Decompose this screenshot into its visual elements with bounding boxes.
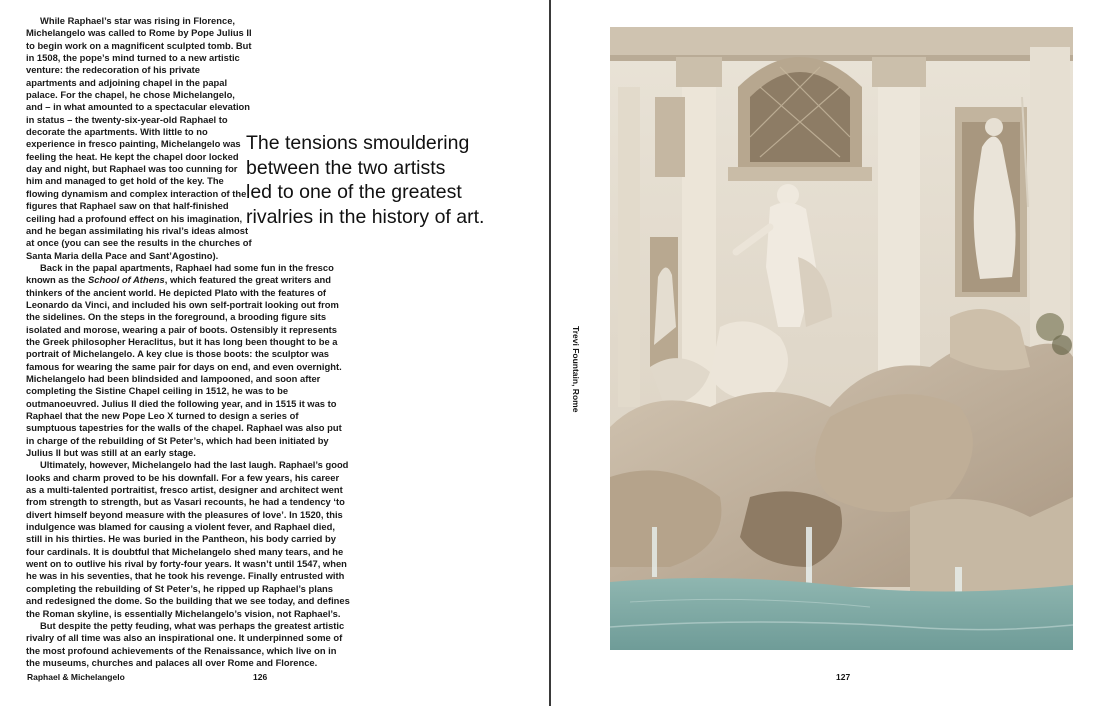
page-number-left: 126 bbox=[253, 672, 268, 682]
page-number-right: 127 bbox=[836, 672, 851, 682]
left-page bbox=[0, 0, 549, 706]
running-footer: Raphael & Michelangelo bbox=[27, 672, 125, 682]
paragraph-2-end: , which featured the great writers and thinkers of the ancient world. He depicted Plato with the features of Leonardo da Vinci, and included his own self-portrait looking out from the sidelines. On the steps in the foreground, a brooding figure sits isolated and morose, wearing a pair of boots. Ostensibly it represents the Greek philosopher Heraclitus, but it has long been thought to be a portrait of Michelangelo. A key clue is those boots: the sculptor was famous for wearing the same pair for days on end, and even overnight. Michelangelo had been blindsided and lampooned, and soon after completing the Sistine Chapel ceiling in 1512, he was to be outmanoeuvred. Julius II died the following year, and in 1515 it was to Raphael that the new Pope Leo X turned to design a series of sumptuous tapestries for the walls of the chapel. Raphael was also put in charge of the rebuilding of St Peter’s, which had been initiated by Julius II but was still at an early stage. bbox=[26, 274, 342, 459]
photo-caption: Trevi Fountain, Rome bbox=[571, 326, 581, 413]
trevi-fountain-illustration bbox=[610, 27, 1073, 650]
paragraph-1: While Raphael’s star was rising in Florence, Michelangelo was called to Rome by Pope Julius II to begin work on a magnificent sculpted tomb. But in 1508, the pope’s mind turned to a new artistic venture: the redecoration of his private apartments and adjoining chapel in the papal palace. For the chapel, he chose Michelangelo, and – in what amounted to a spectacular elevation in status – the twenty-six-year-old Raphael to decorate the apartments. With little to no experience in fresco painting, Michelangelo was feeling the heat. He kept the chapel door locked day and night, but Raphael was too cunning for him and managed to get hold of the key. The flowing dynamism and complex interaction of the figures that Raphael saw on that half-finished ceiling had a profound effect on his imagination, and he began assimilating his rival’s ideas almost at once (you can see the results in the churches of Santa Maria della Pace and Sant’Agostino). bbox=[26, 15, 252, 261]
paragraph-2-start: Back in the papal apartments, Raphael had some fun in the fresco known as the bbox=[26, 261, 334, 286]
paragraph-4: But despite the petty feuding, what was perhaps the greatest artistic rivalry of all time was also an inspirational one. It underpinned some of the most profound achievements of the Renaissance, which live on in the museums, churches and palaces all over Rome and Florence. bbox=[26, 619, 345, 668]
body-text-column bbox=[26, 15, 350, 669]
pull-quote-line: led to one of the greatest bbox=[246, 181, 462, 204]
pull-quote-line: between the two artists bbox=[246, 156, 446, 179]
pull-quote bbox=[246, 131, 546, 229]
paragraph-3: Ultimately, however, Michelangelo had the last laugh. Raphael’s good looks and charm proved to be his downfall. For a few years, his career as a multi-talented portraitist, fresco artist, designer and architect went from strength to strength, but as Vasari recounts, he had a tendency ‘to divert himself beyond measure with the pleasures of love’. In 1520, this indulgence was blamed for causing a violent fever, and Raphael died, still in his thirties. He was buried in the Pantheon, his body carried by four cardinals. It is doubtful that Michelangelo shed many tears, and he went on to outlive his rival by forty-four years. It wasn’t until 1547, when he was in his seventies, that he took his revenge. Finally entrusted with completing the rebuilding of St Peter’s, he ripped up Raphael’s plans and redesigned the dome. So the building that we see today, and defines the Roman skyline, is essentially Michelangelo’s vision, not Raphael’s. bbox=[26, 459, 350, 619]
pull-quote-line: The tensions smouldering bbox=[246, 132, 470, 154]
trevi-fountain-photo bbox=[610, 27, 1073, 650]
paragraph-2 bbox=[26, 262, 350, 460]
pull-quote-line: rivalries in the history of art. bbox=[246, 205, 485, 228]
paragraph-2-italic-title: School of Athens bbox=[88, 274, 165, 286]
